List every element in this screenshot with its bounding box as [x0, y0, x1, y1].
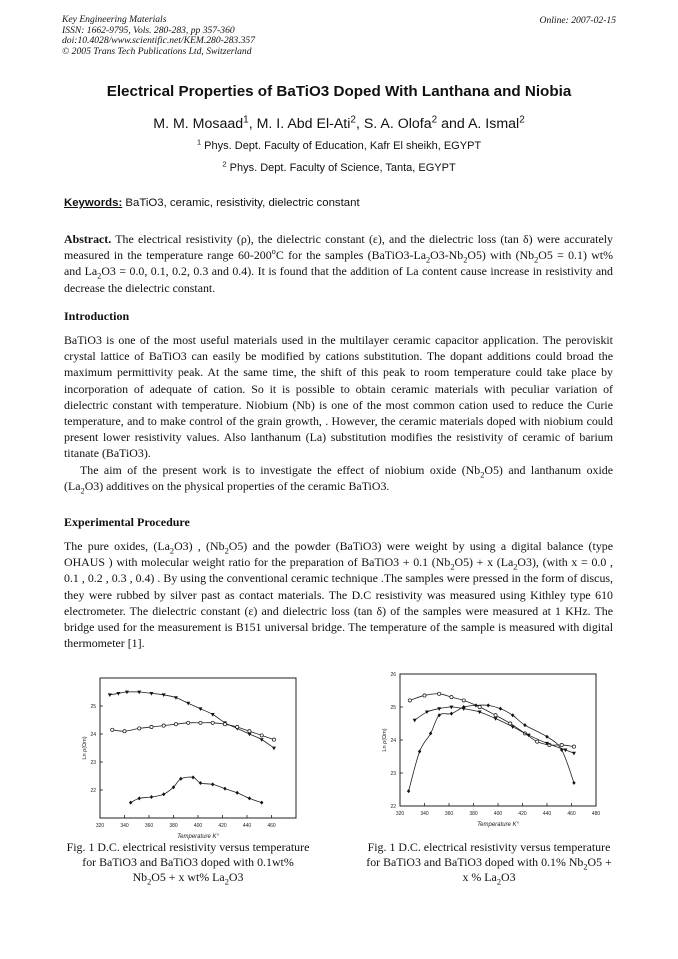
data-point-A: [108, 693, 112, 697]
y-tick-label: 24: [390, 738, 396, 744]
x-tick-label: 360: [144, 823, 154, 829]
data-point-B: [162, 724, 165, 727]
copyright-line: © 2005 Trans Tech Publications Ltd, Switzerland: [62, 45, 252, 57]
intro-paragraph-2: The aim of the present work is to investigate the effect of niobium oxide $(Nb_2O5)$ and lanthanum oxide $(La_2O3)$ additives on the physical properties of the ceramic BaTiO3.: [64, 463, 613, 496]
x-tick-label: 320: [395, 811, 405, 817]
plot-frame: [100, 678, 296, 818]
data-point-A: [423, 694, 426, 697]
data-point-B: [413, 719, 417, 723]
data-point-C: [211, 782, 214, 786]
data-point-B: [150, 725, 153, 728]
x-tick-label: 340: [120, 823, 129, 829]
journal-header: [62, 15, 255, 57]
intro-heading: Introduction: [64, 309, 130, 323]
data-point-C: [179, 777, 182, 781]
data-point-C: [572, 781, 575, 785]
data-point-A: [462, 699, 465, 702]
data-point-C: [150, 795, 153, 799]
doi-line: doi:10.4028/www.scientific.net/KEM.280-283.357: [62, 35, 256, 47]
x-axis-label: Temperature K°: [177, 834, 219, 840]
data-point-C: [523, 723, 526, 727]
x-tick-label: 480: [591, 811, 601, 817]
x-tick-label: 460: [267, 823, 276, 829]
y-tick-label: 26: [390, 672, 396, 678]
data-point-C: [236, 791, 239, 795]
experimental-paragraph: The pure oxides, $(La_2O3)$ , $(Nb_2O5)$ and the powder (BaTiO3) were weight by using a digital balance (type OHAUS ) with molecular weight ratio for the preparation of BaTiO3 + 0.1 $(Nb_2O5) + x$ $(La_2O3)$, (with x = 0.0 , 0.1 , 0.2 , 0.3 , 0.4) . By using the conventional ceramic technique .The samples were pressed in the form of discus, they were rubbed by silver past as contact materials. The D.C resistivity was measured using Kithley type 610 electrometer. The dielectric constant (ε) and dielectric loss (tan δ) of the samples were measured at 1 KHz. The bridge used for the measurement is B151 universal bridge. The temperature of the sample is measured with digital thermometer [1].: [64, 539, 613, 651]
x-tick-label: 380: [169, 823, 178, 829]
abstract: [64, 231, 613, 296]
abstract-label: Abstract.: [64, 232, 112, 246]
data-point-C: [191, 775, 194, 779]
data-point-C: [162, 792, 165, 796]
affiliation-1: $^1$ Phys. Dept. Faculty of Education, Kafr El sheikh, EGYPT: [196, 137, 482, 152]
data-point-A: [536, 740, 539, 743]
journal-name: Key Engineering Materials: [62, 14, 167, 25]
figure-1-chart: [72, 672, 304, 840]
author-list: M. M. Mosaad$^1$, M. I. Abd El-Ati$^2$, S. A. Olofa$^2$ and A. Ismal$^2$: [153, 114, 525, 132]
keywords-text: BaTiO3, ceramic, resistivity, dielectric constant: [125, 197, 360, 209]
y-axis-label: Ln ρ(Ωm): [382, 728, 388, 752]
keywords-label: Keywords:: [64, 197, 123, 209]
keywords: [64, 197, 360, 209]
y-tick-label: 22: [390, 804, 396, 810]
x-tick-label: 400: [193, 823, 203, 829]
data-point-C: [545, 735, 548, 739]
data-point-A: [450, 696, 453, 699]
x-tick-label: 440: [242, 823, 252, 829]
data-point-C: [199, 781, 202, 785]
y-axis-label: Ln ρ(Ωm): [82, 736, 88, 760]
x-tick-label: 440: [542, 811, 552, 817]
x-tick-label: 360: [444, 811, 454, 817]
y-tick-label: 23: [90, 760, 96, 766]
figure-2-caption: Fig. 1 D.C. electrical resistivity versus temperature for BaTiO3 and BaTiO3 doped with 0.1% $Nb_2O5 + x$ % $La_2O3$: [366, 840, 612, 887]
online-date: Online: 2007-02-15: [539, 15, 616, 26]
data-point-B: [138, 727, 141, 730]
data-point-A: [572, 745, 575, 748]
data-point-B: [199, 721, 202, 724]
data-point-B: [123, 730, 126, 733]
data-point-C: [223, 787, 226, 791]
y-tick-label: 24: [90, 732, 96, 738]
data-point-C: [499, 707, 502, 711]
y-tick-label: 22: [90, 788, 96, 794]
x-tick-label: 400: [493, 811, 503, 817]
abstract-text: The electrical resistivity (ρ), the dielectric constant (ε), and the dielectric loss (tan δ) were accurately measured in the temperature range 60-200$^o$C for the samples $(BaTiO3-La_2O3-Nb_2O5)$ with $(Nb_2O5 = 0.1)$ wt% and $La_2O3 = 0.0$, 0.1, 0.2, 0.3 and 0.4). It is found that the addition of La content cause increase in resistivity and decrease the dielectric constant.: [64, 232, 613, 295]
data-point-B: [236, 725, 239, 728]
series-line-C: [409, 705, 574, 791]
data-point-B: [174, 723, 177, 726]
data-point-C: [418, 750, 421, 754]
x-tick-label: 420: [218, 823, 227, 829]
x-tick-label: 340: [420, 811, 429, 817]
x-axis-label: Temperature K°: [477, 822, 519, 828]
data-point-B: [223, 723, 226, 726]
intro-paragraph-1: BaTiO3 is one of the most useful materials used in the multilayer ceramic capacitor application. The peroviskit crystal lattice of BaTiO3 can easily be modified by cations substitution. The dopant additions could broad the maximum permittivity peak. At the same time, the shift of this peak to room temperature could take place by incorporation of adequate of cation. So it is possible to obtain ceramic materials with peculiar variation of dielectric constant with temperature. Niobium (Nb) is one of the most common cation used to reduce the Curie temperature, and to make control of the grain growth, . However, the ceramic materials doped with niobium could present lower resistivity values. Also lanthanum (La) substitution modifies the resistivity of ceramic of barium titanate (BaTiO3).: [64, 333, 613, 461]
series-line-C: [131, 777, 262, 803]
x-tick-label: 420: [518, 811, 527, 817]
data-point-C: [487, 703, 490, 707]
data-point-B: [260, 734, 263, 737]
data-point-B: [248, 730, 251, 733]
data-point-C: [450, 712, 453, 716]
data-point-C: [129, 801, 132, 805]
data-point-C: [474, 703, 477, 707]
figure-1-caption: Fig. 1 D.C. electrical resistivity versus temperature for BaTiO3 and BaTiO3 doped with 0.1wt% $Nb_2O5 + x$ wt% $La_2O3$: [66, 840, 310, 887]
paper-title: Electrical Properties of BaTiO3 Doped With Lanthana and Niobia: [106, 83, 572, 100]
data-point-C: [511, 713, 514, 717]
issn-line: ISSN: 1662-9795, Vols. 280-283, pp 357-360: [62, 24, 235, 36]
data-point-A: [438, 692, 441, 695]
y-tick-label: 25: [90, 704, 96, 710]
x-tick-label: 320: [95, 823, 105, 829]
data-point-B: [187, 721, 190, 724]
data-point-A: [560, 743, 563, 746]
data-point-C: [407, 789, 410, 793]
data-point-C: [260, 801, 263, 805]
x-tick-label: 380: [469, 811, 478, 817]
data-point-B: [111, 728, 114, 731]
affiliation-2: $^2$ Phys. Dept. Faculty of Science, Tanta, EGYPT: [222, 159, 456, 174]
experimental-heading: Experimental Procedure: [64, 515, 190, 529]
data-point-C: [138, 796, 141, 800]
data-point-A: [272, 747, 276, 751]
series-line-A: [110, 692, 274, 748]
data-point-C: [248, 796, 251, 800]
x-tick-label: 460: [567, 811, 576, 817]
data-point-A: [478, 705, 481, 708]
y-tick-label: 25: [390, 705, 396, 711]
y-tick-label: 23: [390, 771, 396, 777]
data-point-B: [211, 721, 214, 724]
figure-2-chart: [372, 668, 604, 838]
plot-frame: [400, 674, 596, 806]
data-point-A: [494, 714, 497, 717]
data-point-A: [408, 699, 411, 702]
data-point-B: [572, 752, 576, 756]
data-point-B: [272, 738, 275, 741]
